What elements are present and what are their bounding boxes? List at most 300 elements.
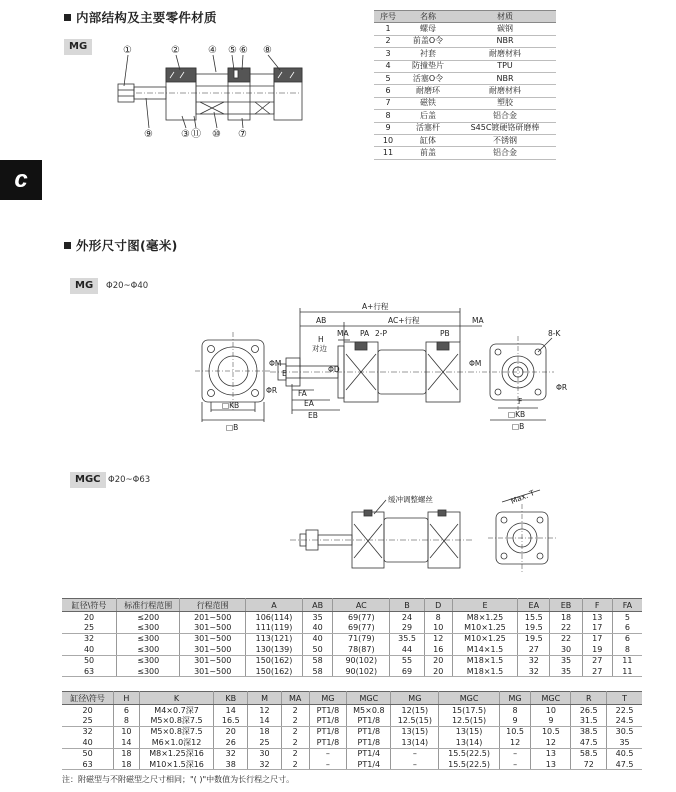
materials-cell: 后盖 xyxy=(402,110,454,122)
table2-cell: PT1/8 xyxy=(309,726,347,737)
table2-row xyxy=(62,726,642,737)
table2-header: MA xyxy=(281,692,309,705)
table2-row xyxy=(62,705,642,716)
table2-cell: 13(14) xyxy=(439,737,499,748)
table2-cell: 18 xyxy=(248,726,282,737)
table2-cell: PT1/8 xyxy=(347,726,391,737)
dim-m-left: ΦM xyxy=(269,359,282,368)
materials-cell: 7 xyxy=(374,97,402,109)
table1-cell: 90(102) xyxy=(333,655,390,666)
table1-cell: 44 xyxy=(390,644,424,655)
table2-header: K xyxy=(139,692,214,705)
table2-cell: 13 xyxy=(531,748,571,759)
table2-row xyxy=(62,748,642,759)
table1-cell: 17 xyxy=(582,622,612,633)
materials-cell: 前盖 xyxy=(402,147,454,159)
chapter-c-tab: c xyxy=(0,160,42,200)
table2-cell: M5×0.8 xyxy=(347,705,391,716)
table1-cell: 30 xyxy=(550,644,582,655)
table2-cell: 14 xyxy=(248,715,282,726)
materials-cell: 缸体 xyxy=(402,134,454,146)
dim-eb: EB xyxy=(308,411,318,420)
materials-cell: 11 xyxy=(374,147,402,159)
table2-cell: 12.5(15) xyxy=(391,715,439,726)
model-tag-mgc: MGC xyxy=(70,472,106,488)
table1-cell: 50 xyxy=(303,644,333,655)
table2-header: H xyxy=(114,692,140,705)
materials-cell: 铝合金 xyxy=(454,110,556,122)
table1-cell: 20 xyxy=(62,612,117,623)
materials-cell: 5 xyxy=(374,72,402,84)
table2-cell: 9 xyxy=(499,715,531,726)
dim-d: ΦD xyxy=(328,365,340,374)
dim-pa: PA xyxy=(360,329,370,338)
table1-cell: 40 xyxy=(62,644,117,655)
materials-row xyxy=(374,134,556,146)
table1-cell: 90(102) xyxy=(333,666,390,677)
mg-dimension-drawing xyxy=(190,298,590,433)
table1-cell: 40 xyxy=(303,633,333,644)
table2-cell: 18 xyxy=(114,748,140,759)
callout-3: ③ xyxy=(181,129,190,138)
table1-cell: 8 xyxy=(612,644,642,655)
table1-row xyxy=(62,644,642,655)
table2-row xyxy=(62,759,642,770)
table1-cell: 6 xyxy=(612,622,642,633)
table1-cell: ≤300 xyxy=(117,655,180,666)
table1-cell: 301~500 xyxy=(180,633,245,644)
table1-cell: 130(139) xyxy=(245,644,302,655)
table2-cell: 2 xyxy=(281,715,309,726)
table2-cell: 13 xyxy=(531,759,571,770)
table1-header: A xyxy=(245,599,302,612)
table2-cell: 12(15) xyxy=(391,705,439,716)
table2-cell: 38.5 xyxy=(571,726,607,737)
table2-cell: PT1/4 xyxy=(347,759,391,770)
footnote: 注：附磁型与不附磁型之尺寸相同；"( )"中数值为长行程之尺寸。 xyxy=(62,775,295,784)
table2-cell: 30 xyxy=(248,748,282,759)
dim-ma-right: MA xyxy=(472,316,484,325)
table2-cell: 2 xyxy=(281,737,309,748)
table2-cell: 14 xyxy=(214,705,248,716)
table1-cell: 32 xyxy=(518,666,550,677)
table1-cell: 25 xyxy=(62,622,117,633)
table2-cell: 10.5 xyxy=(499,726,531,737)
table2-cell: 8 xyxy=(114,715,140,726)
table1-header: F xyxy=(582,599,612,612)
dim-f: F xyxy=(518,397,523,406)
materials-row xyxy=(374,85,556,97)
dim-r-left: ΦR xyxy=(266,386,278,395)
materials-cell: 活塞O令 xyxy=(402,72,454,84)
dim-fa: FA xyxy=(298,389,307,398)
table1-cell: 29 xyxy=(390,622,424,633)
table2-cell: – xyxy=(391,759,439,770)
table1-header: E xyxy=(452,599,517,612)
callout-6: ⑥ xyxy=(239,45,248,56)
table2-cell: 50 xyxy=(62,748,114,759)
table1-cell: 63 xyxy=(62,666,117,677)
table1-cell: 19 xyxy=(582,644,612,655)
table2-cell: PT1/4 xyxy=(347,748,391,759)
materials-cell: S45C镀硬铬研磨棒 xyxy=(454,122,556,134)
materials-row xyxy=(374,147,556,159)
bullet-square-icon xyxy=(64,14,71,21)
materials-row xyxy=(374,60,556,72)
dim-b-left: □B xyxy=(226,423,239,432)
table2-cell: 20 xyxy=(214,726,248,737)
table1-cell: 8 xyxy=(424,612,452,623)
table2-cell: 9 xyxy=(531,715,571,726)
table1-cell: 201~500 xyxy=(180,612,245,623)
table1-cell: 16 xyxy=(424,644,452,655)
table1-cell: M8×1.25 xyxy=(452,612,517,623)
materials-cell: TPU xyxy=(454,60,556,72)
materials-cell: 活塞杆 xyxy=(402,122,454,134)
table2-cell: 12 xyxy=(248,705,282,716)
table1-cell: 58 xyxy=(303,655,333,666)
table1-cell: 12 xyxy=(424,633,452,644)
table1-cell: 20 xyxy=(424,666,452,677)
materials-cell: 防撞垫片 xyxy=(402,60,454,72)
table1-cell: 32 xyxy=(518,655,550,666)
table1-cell: 69 xyxy=(390,666,424,677)
callout-7: ⑦ xyxy=(238,129,247,138)
table2-header: MG xyxy=(391,692,439,705)
table2-cell: 30.5 xyxy=(615,727,634,737)
table2-cell: M5×0.8深7.5 xyxy=(139,726,214,737)
table1-cell: 113(121) xyxy=(245,633,302,644)
table1-header: 标准行程范围 xyxy=(117,599,180,612)
table2-cell: 32 xyxy=(248,759,282,770)
table2-cell: 15.5(22.5) xyxy=(439,748,499,759)
dim-2p: 2-P xyxy=(375,329,388,338)
table2-cell: – xyxy=(309,748,347,759)
materials-row xyxy=(374,110,556,122)
table2-cell: 10 xyxy=(531,705,571,716)
table1-cell: M18×1.5 xyxy=(452,655,517,666)
callout-2: ② xyxy=(171,45,180,56)
dim-ab: AB xyxy=(316,316,327,325)
table2-cell: 6 xyxy=(114,705,140,716)
table1-cell: 19.5 xyxy=(518,622,550,633)
table2-cell: 13(15) xyxy=(439,726,499,737)
bullet-square-icon xyxy=(64,242,71,249)
table2-header: R xyxy=(571,692,607,705)
table1-header: 缸径\符号 xyxy=(62,599,117,612)
materials-cell: 碳钢 xyxy=(454,23,556,35)
table1-header: D xyxy=(424,599,452,612)
materials-header-name: 名称 xyxy=(402,11,454,23)
table2-cell: PT1/8 xyxy=(347,715,391,726)
table2-cell: 8 xyxy=(499,705,531,716)
table1-header: B xyxy=(390,599,424,612)
table1-header: AC xyxy=(333,599,390,612)
table2-cell: 24.5 xyxy=(607,715,642,726)
table2-cell: 2 xyxy=(281,705,309,716)
table2-cell: – xyxy=(391,748,439,759)
table1-cell: 301~500 xyxy=(180,666,245,677)
dim-b-right: □B xyxy=(512,422,525,431)
table1-cell: 301~500 xyxy=(180,644,245,655)
table2-header: M xyxy=(248,692,282,705)
table1-row xyxy=(62,633,642,644)
table2-header: T xyxy=(607,692,642,705)
materials-cell: 铝合金 xyxy=(454,147,556,159)
table1-cell: ≤200 xyxy=(117,612,180,623)
dim-a-stroke: A+行程 xyxy=(362,302,389,311)
table1-cell: 20 xyxy=(424,655,452,666)
dim-across-flats: 对边 xyxy=(312,344,327,353)
table1-cell: 19.5 xyxy=(518,633,550,644)
dim-kb-right: □KB xyxy=(508,410,526,419)
table2-cell: M10×1.5深16 xyxy=(139,759,214,770)
materials-cell: 磁铁 xyxy=(402,97,454,109)
table2-cell: 31.5 xyxy=(571,715,607,726)
table2-cell: 47.5 xyxy=(607,759,642,770)
dim-r-right: ΦR xyxy=(556,383,568,392)
table2-cell: 58.5 xyxy=(571,748,607,759)
dim-ma-left: MA xyxy=(337,329,349,338)
table1-cell: 22 xyxy=(550,633,582,644)
table2-cell: 72 xyxy=(571,759,607,770)
table2-cell: PT1/8 xyxy=(309,737,347,748)
table1-cell: 22 xyxy=(550,622,582,633)
table1-cell: 55 xyxy=(390,655,424,666)
section-title-structure: 内部结构及主要零件材质 xyxy=(64,8,217,26)
callout-8: ⑧ xyxy=(263,45,272,56)
table1-cell: M10×1.25 xyxy=(452,633,517,644)
table1-cell: 10 xyxy=(424,622,452,633)
materials-cell: 螺母 xyxy=(402,23,454,35)
materials-row xyxy=(374,35,556,47)
table1-cell: 6 xyxy=(624,634,630,644)
table1-cell: 50 xyxy=(62,655,117,666)
label-cushion-screw: 缓冲调整螺丝 xyxy=(388,495,433,504)
table1-header: EB xyxy=(550,599,582,612)
dimensions-table-2 xyxy=(62,691,642,770)
table2-header: 缸径\符号 xyxy=(62,692,114,705)
table2-cell: 26.5 xyxy=(571,705,607,716)
table2-cell: 2 xyxy=(281,748,309,759)
dim-8k: 8-K xyxy=(548,329,561,338)
table1-cell: M18×1.5 xyxy=(452,666,517,677)
table2-cell: PT1/8 xyxy=(309,715,347,726)
table2-header: MGC xyxy=(531,692,571,705)
table2-cell: 12.5(15) xyxy=(439,715,499,726)
table1-header: AB xyxy=(303,599,333,612)
table2-cell: M4×0.7深7 xyxy=(139,705,214,716)
table2-header: MG xyxy=(309,692,347,705)
mgc-bore-range: Φ20~Φ63 xyxy=(108,475,151,485)
table1-cell: 27 xyxy=(582,666,612,677)
table1-cell: ≤300 xyxy=(117,644,180,655)
table2-header: KB xyxy=(214,692,248,705)
table2-cell: 35 xyxy=(607,737,642,748)
table1-cell: ≤300 xyxy=(117,633,180,644)
materials-cell: 3 xyxy=(374,48,402,60)
dim-pb: PB xyxy=(440,329,450,338)
table1-cell: M14×1.5 xyxy=(452,644,517,655)
mg-bore-range: Φ20~Φ40 xyxy=(106,281,149,291)
table2-header: MGC xyxy=(347,692,391,705)
table1-cell: 11 xyxy=(612,666,642,677)
table1-cell: 58 xyxy=(303,666,333,677)
materials-row xyxy=(374,122,556,134)
table1-cell: 18 xyxy=(550,612,582,623)
table1-row xyxy=(62,622,642,633)
materials-table xyxy=(374,10,556,160)
table2-cell: M8×1.25深16 xyxy=(139,748,214,759)
materials-cell: 耐磨材料 xyxy=(454,85,556,97)
table2-cell: 2 xyxy=(281,726,309,737)
table2-cell: 63 xyxy=(62,759,114,770)
table1-cell: 111(119) xyxy=(245,622,302,633)
materials-cell: 不锈钢 xyxy=(454,134,556,146)
materials-header-no: 序号 xyxy=(374,11,402,23)
table1-cell: 27 xyxy=(518,644,550,655)
dim-max-t: Max. T xyxy=(509,488,536,506)
materials-cell: 4 xyxy=(374,60,402,72)
table1-cell: 35 xyxy=(550,655,582,666)
table1-header: EA xyxy=(518,599,550,612)
table2-cell: 13(15) xyxy=(391,726,439,737)
table2-cell: 10 xyxy=(114,726,140,737)
callout-11: ⑪ xyxy=(191,129,201,138)
section-title-dimensions: 外形尺寸图(毫米) xyxy=(64,236,178,254)
table1-cell: 301~500 xyxy=(180,655,245,666)
table1-cell: ≤300 xyxy=(117,622,180,633)
table1-cell: M10×1.25 xyxy=(452,622,517,633)
table2-cell: M5×0.8深7.5 xyxy=(139,715,214,726)
materials-cell: NBR xyxy=(454,35,556,47)
table1-cell: 11 xyxy=(622,656,633,666)
callout-5: ⑤ xyxy=(228,45,237,56)
table1-cell: 15.5 xyxy=(518,612,550,623)
materials-cell: 衬套 xyxy=(402,48,454,60)
dim-h: H xyxy=(318,335,324,344)
table1-cell: 5 xyxy=(624,612,630,622)
table1-cell: 27 xyxy=(582,655,612,666)
table2-row xyxy=(62,737,642,748)
table2-cell: 13(14) xyxy=(391,737,439,748)
dim-ea: EA xyxy=(304,399,314,408)
model-tag-mg-structure: MG xyxy=(64,39,92,55)
table2-cell: 47.5 xyxy=(571,737,607,748)
table2-row xyxy=(62,715,642,726)
table1-cell: 40 xyxy=(303,622,333,633)
table1-cell: 17 xyxy=(582,633,612,644)
materials-cell: 耐磨材料 xyxy=(454,48,556,60)
materials-row xyxy=(374,48,556,60)
materials-cell: 塑胶 xyxy=(454,97,556,109)
table2-cell: PT1/8 xyxy=(347,737,391,748)
materials-cell: 6 xyxy=(374,85,402,97)
internal-structure-drawing xyxy=(110,38,310,138)
callout-4: ④ xyxy=(208,45,217,56)
table2-cell: 25 xyxy=(248,737,282,748)
materials-cell: NBR xyxy=(454,72,556,84)
table1-cell: ≤300 xyxy=(117,666,180,677)
table1-cell: 69(77) xyxy=(333,612,390,623)
table1-cell: 13 xyxy=(582,612,612,623)
dim-m-right: ΦM xyxy=(469,359,482,368)
table1-cell: 69(77) xyxy=(333,622,390,633)
table2-cell: 40.5 xyxy=(615,749,634,759)
dim-ac-stroke: AC+行程 xyxy=(388,316,420,325)
materials-cell: 前盖O令 xyxy=(402,35,454,47)
table2-cell: 15.5(22.5) xyxy=(439,759,499,770)
materials-cell: 9 xyxy=(374,122,402,134)
table1-cell: 24 xyxy=(390,612,424,623)
table2-cell: 10.5 xyxy=(531,726,571,737)
callout-9: ⑨ xyxy=(144,129,153,138)
materials-row xyxy=(374,72,556,84)
callout-1: ① xyxy=(123,45,132,56)
table2-cell: 2 xyxy=(281,759,309,770)
materials-cell: 8 xyxy=(374,110,402,122)
materials-cell: 2 xyxy=(374,35,402,47)
materials-row xyxy=(374,97,556,109)
table1-cell: 150(162) xyxy=(245,655,302,666)
mgc-dimension-drawing xyxy=(290,488,580,580)
table2-cell: – xyxy=(499,759,531,770)
table2-header: MGC xyxy=(439,692,499,705)
table1-cell: 35 xyxy=(550,666,582,677)
table1-cell: 150(162) xyxy=(245,666,302,677)
table2-cell: 20 xyxy=(62,705,114,716)
table2-cell: 14 xyxy=(114,737,140,748)
table1-row xyxy=(62,655,642,666)
table2-header: MG xyxy=(499,692,531,705)
table2-cell: 26 xyxy=(214,737,248,748)
table2-cell: 22.5 xyxy=(615,705,634,715)
materials-cell: 耐磨环 xyxy=(402,85,454,97)
table2-cell: 25 xyxy=(62,715,114,726)
materials-cell: 10 xyxy=(374,134,402,146)
table1-cell: 71(79) xyxy=(333,633,390,644)
table1-cell: 35 xyxy=(303,612,333,623)
materials-cell: 1 xyxy=(374,23,402,35)
table1-header: 行程范围 xyxy=(180,599,245,612)
table2-cell: M6×1.0深12 xyxy=(139,737,214,748)
dim-kb-left: □KB xyxy=(222,401,240,410)
table2-cell: 12 xyxy=(531,737,571,748)
table2-cell: 32 xyxy=(214,748,248,759)
materials-row xyxy=(374,23,556,35)
table1-cell: 32 xyxy=(62,633,117,644)
table2-cell: 38 xyxy=(214,759,248,770)
dim-e: E xyxy=(282,369,287,378)
table2-cell: 32 xyxy=(62,726,114,737)
table2-cell: 15(17.5) xyxy=(439,705,499,716)
table1-cell: 301~500 xyxy=(180,622,245,633)
table1-header: FA xyxy=(612,599,642,612)
table1-row xyxy=(62,666,642,677)
table2-cell: – xyxy=(499,748,531,759)
table1-row xyxy=(62,612,642,623)
table2-cell: 16.5 xyxy=(214,715,248,726)
table2-cell: 18 xyxy=(114,759,140,770)
model-tag-mg: MG xyxy=(70,278,98,294)
table1-cell: 78(87) xyxy=(333,644,390,655)
dimensions-table-1 xyxy=(62,598,642,677)
table1-cell: 106(114) xyxy=(245,612,302,623)
materials-header-material: 材质 xyxy=(454,11,556,23)
table2-cell: 40 xyxy=(62,737,114,748)
table2-cell: 12 xyxy=(499,737,531,748)
table1-cell: 35.5 xyxy=(390,633,424,644)
